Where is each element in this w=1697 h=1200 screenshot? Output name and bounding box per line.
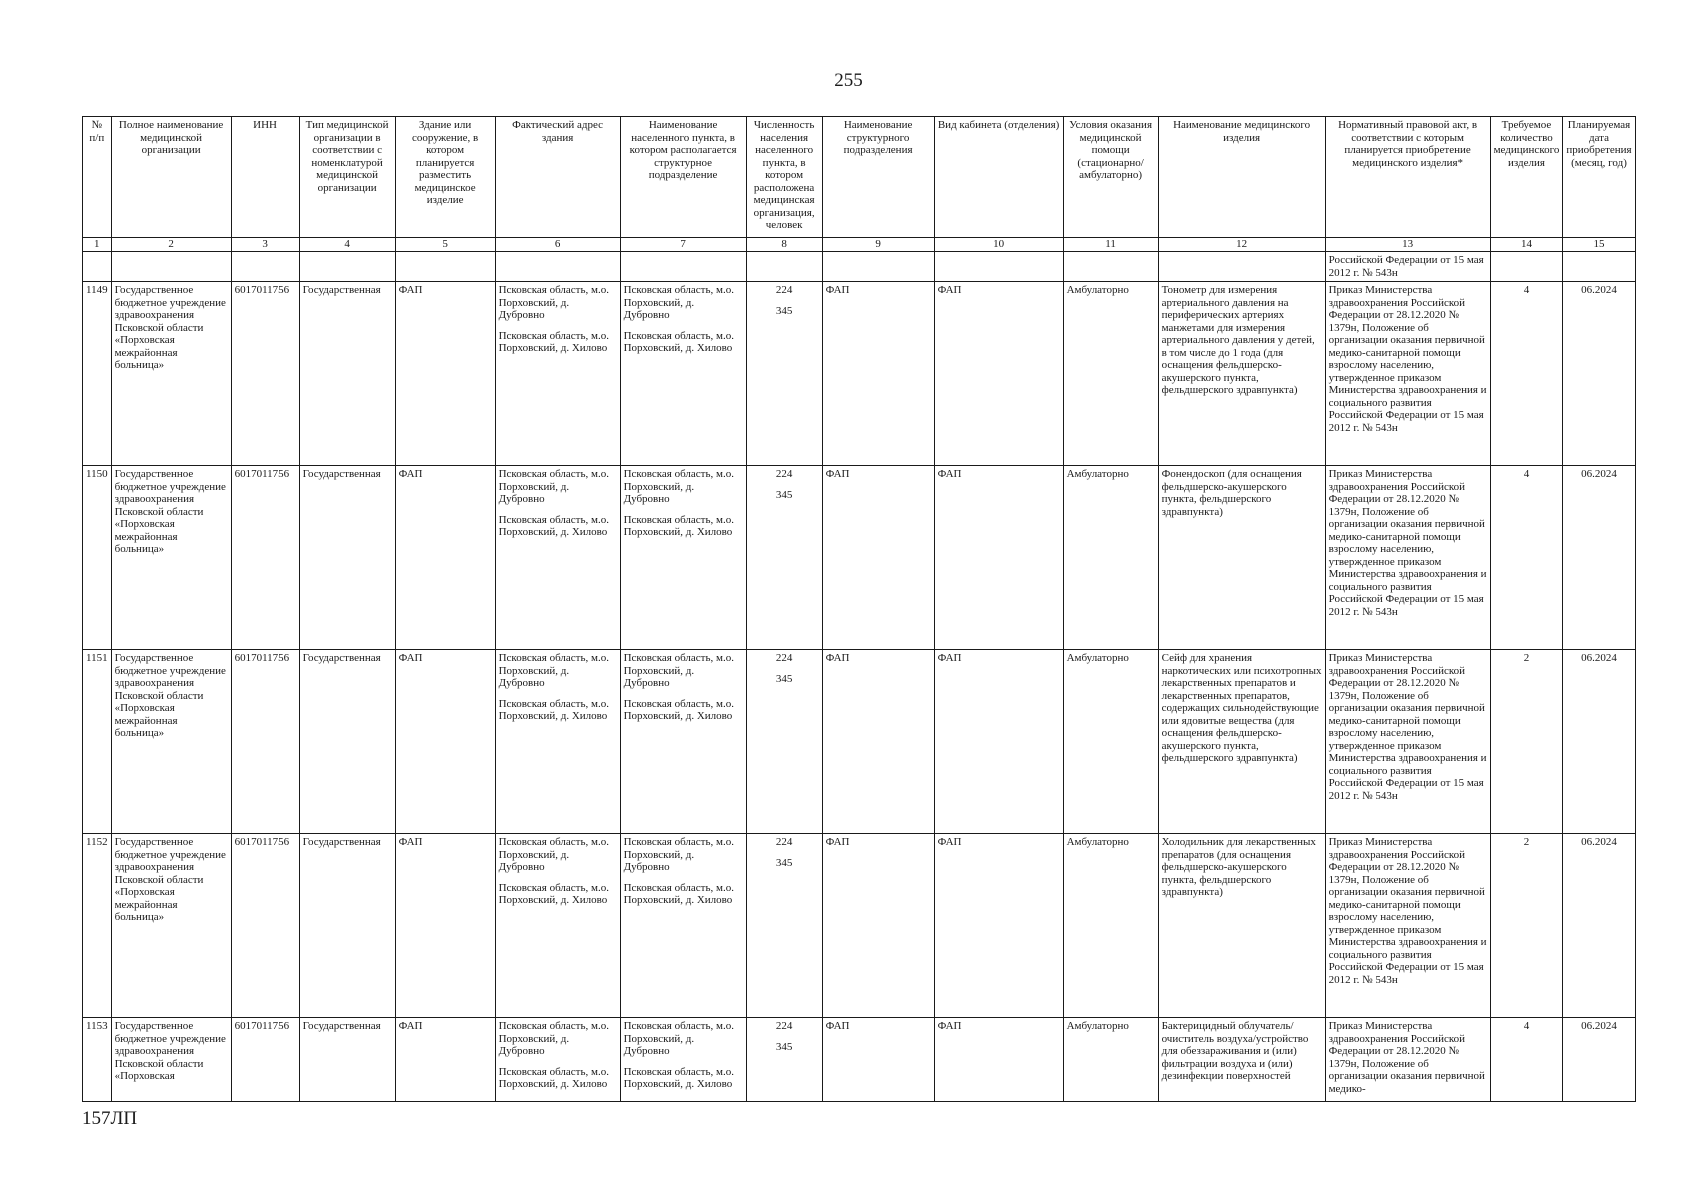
continuation-text: Российской Федерации от 15 мая 2012 г. № 543н	[1325, 252, 1490, 282]
settlement-line: Псковская область, м.о. Порховский, д. Дубровно	[623, 1020, 734, 1057]
column-number: 5	[395, 238, 495, 252]
device-name: Бактерицидный облучатель/очиститель воздуха/устройство для обеззараживания и (или) фильтрации воздуха и (или) дезинфекции поверхностей	[1158, 1018, 1325, 1102]
column-number: 3	[231, 238, 299, 252]
inn: 6017011756	[231, 650, 299, 834]
address	[495, 1018, 620, 1102]
population-value: 345	[775, 304, 793, 317]
page-number: 255	[834, 70, 863, 91]
purchase-date: 06.2024	[1563, 834, 1635, 1018]
row-number: 1149	[83, 282, 112, 466]
conditions: Амбулаторно	[1063, 834, 1158, 1018]
row-number: 1153	[83, 1018, 112, 1102]
column-number: 12	[1158, 238, 1325, 252]
header-cell: ИНН	[231, 117, 299, 238]
org-type: Государственная	[299, 834, 395, 1018]
org-type: Государственная	[299, 650, 395, 834]
org-type: Государственная	[299, 1018, 395, 1102]
address	[495, 466, 620, 650]
column-number: 11	[1063, 238, 1158, 252]
address-line: Псковская область, м.о. Порховский, д. Дубровно	[498, 836, 609, 873]
settlement-line: Псковская область, м.о. Порховский, д. Дубровно	[623, 468, 734, 505]
inn: 6017011756	[231, 282, 299, 466]
inn: 6017011756	[231, 1018, 299, 1102]
building: ФАП	[395, 466, 495, 650]
column-number: 4	[299, 238, 395, 252]
org-name: Государственное бюджетное учреждение здравоохранения Псковской области «Порховская межрайонная больница»	[111, 650, 231, 834]
subdivision: ФАП	[822, 1018, 934, 1102]
conditions: Амбулаторно	[1063, 466, 1158, 650]
subdivision: ФАП	[822, 466, 934, 650]
inn: 6017011756	[231, 466, 299, 650]
population	[746, 1018, 822, 1102]
legal-act: Приказ Министерства здравоохранения Российской Федерации от 28.12.2020 № 1379н, Положение об организации оказания первичной медико-санитарной помощи взрослому населению, утвержденное приказом Министерства здравоохранения и социального развития Российской Федерации от 15 мая 2012 г. № 543н	[1325, 282, 1490, 466]
address	[495, 834, 620, 1018]
building: ФАП	[395, 282, 495, 466]
address	[495, 282, 620, 466]
table-row	[83, 650, 1636, 834]
row-number: 1151	[83, 650, 112, 834]
org-type: Государственная	[299, 282, 395, 466]
subdivision: ФАП	[822, 650, 934, 834]
address	[495, 650, 620, 834]
address-line: Псковская область, м.о. Порховский, д. Дубровно	[498, 652, 609, 689]
column-number: 13	[1325, 238, 1490, 252]
cabinet: ФАП	[934, 650, 1063, 834]
population	[746, 282, 822, 466]
legal-act: Приказ Министерства здравоохранения Российской Федерации от 28.12.2020 № 1379н, Положение об организации оказания первичной медико-	[1325, 1018, 1490, 1102]
purchase-date: 06.2024	[1563, 1018, 1635, 1102]
org-name: Государственное бюджетное учреждение здравоохранения Псковской области «Порховская межрайонная больница»	[111, 282, 231, 466]
table-row	[83, 834, 1636, 1018]
population-value: 224	[775, 284, 793, 296]
population	[746, 834, 822, 1018]
org-type: Государственная	[299, 466, 395, 650]
column-number: 15	[1563, 238, 1635, 252]
settlement	[620, 1018, 746, 1102]
population-value: 345	[775, 1040, 793, 1053]
purchase-date: 06.2024	[1563, 650, 1635, 834]
building: ФАП	[395, 1018, 495, 1102]
org-name: Государственное бюджетное учреждение здравоохранения Псковской области «Порховская	[111, 1018, 231, 1102]
subdivision: ФАП	[822, 282, 934, 466]
device-name: Фонендоскоп (для оснащения фельдшерско-акушерского пункта, фельдшерского здравпункта)	[1158, 466, 1325, 650]
address-line: Псковская область, м.о. Порховский, д. Дубровно	[498, 468, 609, 505]
settlement-line: Псковская область, м.о. Порховский, д. Хилово	[623, 1065, 734, 1090]
address-line: Псковская область, м.о. Порховский, д. Хилово	[498, 1065, 609, 1090]
quantity: 4	[1490, 1018, 1563, 1102]
population-value: 345	[775, 856, 793, 869]
legal-act: Приказ Министерства здравоохранения Российской Федерации от 28.12.2020 № 1379н, Положение об организации оказания первичной медико-санитарной помощи взрослому населению, утвержденное приказом Министерства здравоохранения и социального развития Российской Федерации от 15 мая 2012 г. № 543н	[1325, 650, 1490, 834]
address-line: Псковская область, м.о. Порховский, д. Хилово	[498, 513, 609, 538]
conditions: Амбулаторно	[1063, 282, 1158, 466]
cabinet: ФАП	[934, 1018, 1063, 1102]
column-number: 1	[83, 238, 112, 252]
building: ФАП	[395, 650, 495, 834]
address-line: Псковская область, м.о. Порховский, д. Хилово	[498, 697, 609, 722]
device-name: Сейф для хранения наркотических или психотропных лекарственных препаратов и лекарственных препаратов, содержащих сильнодействующие или ядовитые вещества (для оснащения фельдшерско-акушерского пункта, фельдшерского здравпункта)	[1158, 650, 1325, 834]
settlement-line: Псковская область, м.о. Порховский, д. Хилово	[623, 329, 734, 354]
header-cell: Наименование медицинского изделия	[1158, 117, 1325, 238]
org-name: Государственное бюджетное учреждение здравоохранения Псковской области «Порховская межрайонная больница»	[111, 834, 231, 1018]
population-value: 224	[775, 652, 793, 664]
address-line: Псковская область, м.о. Порховский, д. Дубровно	[498, 1020, 609, 1057]
settlement	[620, 650, 746, 834]
header-cell: Полное наименование медицинской организации	[111, 117, 231, 238]
header-cell: Условия оказания медицинской помощи (стационарно/ амбулаторно)	[1063, 117, 1158, 238]
continuation-row	[83, 252, 1636, 282]
legal-act: Приказ Министерства здравоохранения Российской Федерации от 28.12.2020 № 1379н, Положение об организации оказания первичной медико-санитарной помощи взрослому населению, утвержденное приказом Министерства здравоохранения и социального развития Российской Федерации от 15 мая 2012 г. № 543н	[1325, 466, 1490, 650]
population-value: 224	[775, 836, 793, 848]
column-number: 14	[1490, 238, 1563, 252]
header-cell: Фактический адрес здания	[495, 117, 620, 238]
org-name: Государственное бюджетное учреждение здравоохранения Псковской области «Порховская межрайонная больница»	[111, 466, 231, 650]
column-number: 8	[746, 238, 822, 252]
quantity: 4	[1490, 466, 1563, 650]
population	[746, 466, 822, 650]
column-number: 6	[495, 238, 620, 252]
settlement	[620, 466, 746, 650]
header-cell: Нормативный правовой акт, в соответствии с которым планируется приобретение медицинского изделия*	[1325, 117, 1490, 238]
header-cell: Численность населения населенного пункта, в котором расположена медицинская организация, человек	[746, 117, 822, 238]
header-cell: Наименование структурного подразделения	[822, 117, 934, 238]
column-number-row	[83, 238, 1636, 252]
row-number: 1152	[83, 834, 112, 1018]
settlement-line: Псковская область, м.о. Порховский, д. Хилово	[623, 697, 734, 722]
table-row	[83, 466, 1636, 650]
settlement-line: Псковская область, м.о. Порховский, д. Дубровно	[623, 284, 734, 321]
header-cell: Вид кабинета (отделения)	[934, 117, 1063, 238]
header-cell: Здание или сооружение, в котором планируется разместить медицинское изделие	[395, 117, 495, 238]
header-cell: Тип медицинской организации в соответствии с номенклатурой медицинской организации	[299, 117, 395, 238]
conditions: Амбулаторно	[1063, 1018, 1158, 1102]
inn: 6017011756	[231, 834, 299, 1018]
cabinet: ФАП	[934, 282, 1063, 466]
settlement-line: Псковская область, м.о. Порховский, д. Хилово	[623, 513, 734, 538]
column-number: 2	[111, 238, 231, 252]
population-value: 345	[775, 672, 793, 685]
column-number: 7	[620, 238, 746, 252]
subdivision: ФАП	[822, 834, 934, 1018]
population-value: 224	[775, 468, 793, 480]
equipment-table	[82, 116, 1636, 1102]
address-line: Псковская область, м.о. Порховский, д. Хилово	[498, 881, 609, 906]
header-cell: Требуемое количество медицинского изделия	[1490, 117, 1563, 238]
header-cell: Наименование населенного пункта, в котором располагается структурное подразделение	[620, 117, 746, 238]
table-row	[83, 282, 1636, 466]
building: ФАП	[395, 834, 495, 1018]
quantity: 4	[1490, 282, 1563, 466]
column-number: 10	[934, 238, 1063, 252]
address-line: Псковская область, м.о. Порховский, д. Дубровно	[498, 284, 609, 321]
header-cell: Планируемая дата приобретения (месяц, год)	[1563, 117, 1635, 238]
row-number: 1150	[83, 466, 112, 650]
cabinet: ФАП	[934, 834, 1063, 1018]
cabinet: ФАП	[934, 466, 1063, 650]
purchase-date: 06.2024	[1563, 282, 1635, 466]
header-cell: № п/п	[83, 117, 112, 238]
purchase-date: 06.2024	[1563, 466, 1635, 650]
address-line: Псковская область, м.о. Порховский, д. Хилово	[498, 329, 609, 354]
population-value: 224	[775, 1020, 793, 1032]
population	[746, 650, 822, 834]
quantity: 2	[1490, 834, 1563, 1018]
device-name: Холодильник для лекарственных препаратов (для оснащения фельдшерско-акушерского пункта, фельдшерского здравпункта)	[1158, 834, 1325, 1018]
column-number: 9	[822, 238, 934, 252]
header-row	[83, 117, 1636, 238]
table-row	[83, 1018, 1636, 1102]
conditions: Амбулаторно	[1063, 650, 1158, 834]
settlement-line: Псковская область, м.о. Порховский, д. Хилово	[623, 881, 734, 906]
settlement	[620, 834, 746, 1018]
device-name: Тонометр для измерения артериального давления на периферических артериях манжетами для измерения артериального давления у детей, в том числе до 1 года (для оснащения фельдшерско-акушерского пункта, фельдшерского здравпункта)	[1158, 282, 1325, 466]
settlement-line: Псковская область, м.о. Порховский, д. Дубровно	[623, 652, 734, 689]
settlement	[620, 282, 746, 466]
quantity: 2	[1490, 650, 1563, 834]
settlement-line: Псковская область, м.о. Порховский, д. Дубровно	[623, 836, 734, 873]
legal-act: Приказ Министерства здравоохранения Российской Федерации от 28.12.2020 № 1379н, Положение об организации оказания первичной медико-санитарной помощи взрослому населению, утвержденное приказом Министерства здравоохранения и социального развития Российской Федерации от 15 мая 2012 г. № 543н	[1325, 834, 1490, 1018]
population-value: 345	[775, 488, 793, 501]
footer-code: 157ЛП	[82, 1108, 138, 1129]
